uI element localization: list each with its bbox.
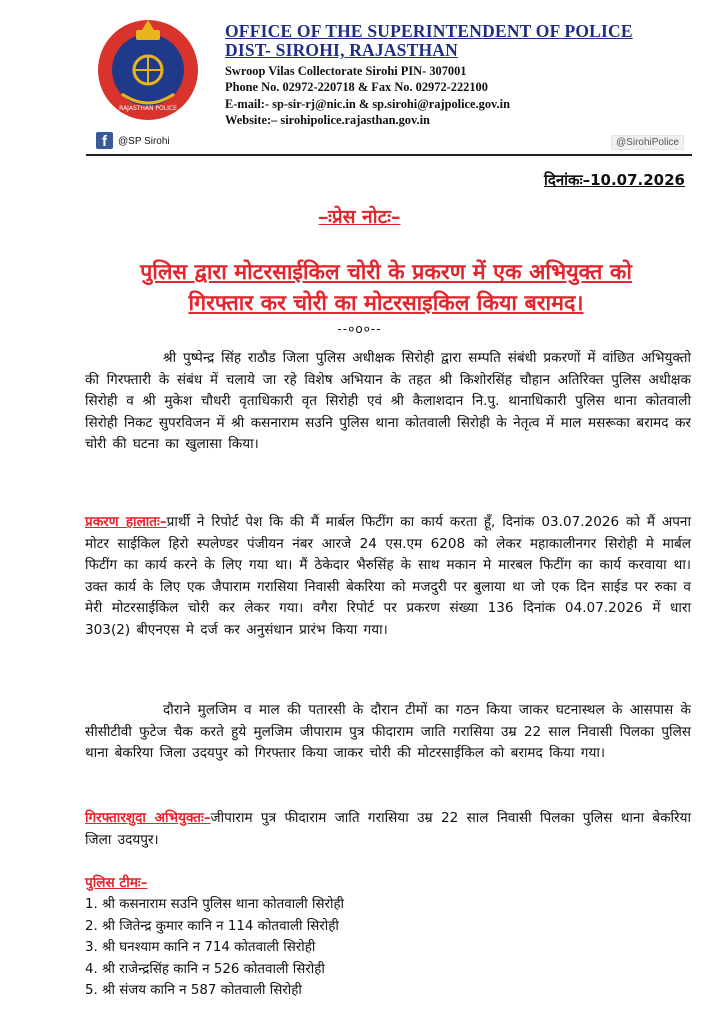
- date: दिनांकः–10.07.2026: [543, 171, 685, 189]
- website-line: Website:– sirohipolice.rajasthan.gov.in: [225, 113, 430, 128]
- headline-line-1: पुलिस द्वारा मोटरसाईकिल चोरी के प्रकरण में एक अभियुक्त को: [140, 260, 632, 285]
- section-divider: --०o०--: [337, 322, 382, 336]
- team-member: 3. श्री घनश्याम कानि न 714 कोतवाली सिरोही: [85, 940, 316, 956]
- case-label: प्रकरण हालातः–: [85, 514, 167, 530]
- team-member: 4. श्री राजेन्द्रसिंह कानि न 526 कोतवाली सिरोही: [85, 961, 325, 977]
- twitter-handle: @SirohiPolice: [611, 135, 684, 150]
- investigation-paragraph: दौराने मुलजिम व माल की पतारसी के दौरान टीमों का गठन किया जाकर घटनास्थल के आसपास के सीसीटीवी फुटेज चैक करते हुये मुलजिम जीपाराम पुत्र फीदाराम जाति गरासिया उम्र 22 साल निवासी पिलका पुलिस थाना बेकरिया जिला उदयपुर को गिरफ्तार किया जाकर चोरी की मोटरसाईकिल को बरामद किया गया।: [85, 702, 691, 762]
- address-line: Swroop Vilas Collectorate Sirohi PIN- 307001: [225, 64, 467, 78]
- office-title: OFFICE OF THE SUPERINTENDENT OF POLICE: [225, 21, 633, 41]
- social-row: [90, 130, 690, 154]
- press-note-title: –ःप्रेस नोटः–: [318, 206, 401, 228]
- accused-label: गिरफ्तारशुदा अभियुक्तः–: [85, 810, 211, 826]
- intro-paragraph: श्री पुष्पेन्द्र सिंह राठौड जिला पुलिस अधीक्षक सिरोही द्वारा सम्पति संबंधी प्रकरणों में वांछित अभियुक्तो की गिरफ्तारी के संबंध में चलाये जा रहे विशेष अभियान के तहत श्री किशोरसिंह चौहान अतिरिक्त पुलिस अधीक्षक सिरोही व श्री मुकेश चौधरी वृताधिकारी वृत सिरोही एवं श्री कैलाशदान नि.पु. थानाधिकारी पुलिस थाना कोतवाली सिरोही निकट सुपरविजन में श्री कसनाराम सउनि पुलिस थाना कोतवाली सिरोही के नेतृत्व में माल मसरूका बरामद कर चोरी की घटना का खुलासा किया।: [85, 350, 691, 453]
- letterhead: [225, 22, 705, 129]
- rajasthan-police-emblem-icon: [92, 12, 204, 124]
- email-line: E-mail:- sp-sir-rj@nic.in & sp.sirohi@rajpolice.gov.in: [225, 96, 510, 111]
- accused-text: जीपाराम पुत्र फीदाराम जाति गरासिया उम्र 22 साल निवासी पिलका पुलिस थाना बेकरिया जिला उदयपुर।: [85, 810, 691, 848]
- police-team-list: [85, 894, 344, 1002]
- svg-text:RAJASTHAN POLICE: RAJASTHAN POLICE: [119, 105, 177, 112]
- team-member: 1. श्री कसनाराम सउनि पुलिस थाना कोतवाली सिरोही: [85, 897, 345, 912]
- team-member: 2. श्री जितेन्द्र कुमार कानि न 114 कोतवाली सिरोही: [85, 918, 339, 934]
- phone-fax-line: Phone No. 02972-220718 & Fax No. 02972-222100: [225, 80, 488, 95]
- facebook-handle: @SP Sirohi: [118, 136, 170, 147]
- facebook-icon: f: [96, 132, 113, 149]
- accused-paragraph: [85, 808, 691, 851]
- headline: [86, 257, 686, 319]
- case-paragraph: [85, 512, 691, 642]
- team-member: 5. श्री संजय कानि न 587 कोतवाली सिरोही: [85, 983, 302, 999]
- police-team-title: पुलिस टीमः–: [85, 875, 148, 891]
- headline-line-2: गिरफ्तार कर चोरी का मोटरसाइकिल किया बरामद।: [188, 291, 584, 316]
- header-divider: [86, 154, 692, 156]
- district-title: DIST- SIROHI, RAJASTHAN: [225, 40, 458, 60]
- case-text: प्रार्थी ने रिपोर्ट पेश कि की मैं मार्बल फिटींग का कार्य करता हूँ, दिनांक 03.07.2026 को मैं अपना मोटर साईकिल हिरो स्पलेण्डर पंजीयन नंबर आरजे 24 एस.एम 6208 को लेकर महाकालीनगर सिरोही मे मार्बल फिटींग का कार्य करने के लिए गया था। मैं ठेकेदार भैरुसिंह के साथ मकान मे मारबल फिटींग का कार्य करवाया था। उक्त कार्य के लिए एक जैपाराम गरासिया निवासी बेकरिया को मजदुरी पर बुलाया था जो एक दिन साईड पर रुका व मेरी मोटरसाईकिल चोरी कर लेकर गया। वगैरा रिपोर्ट पर प्रकरण संख्या 136 दिनांक 04.07.2026 में धारा 303(2) बीएनएस मे दर्ज कर अनुसंधान प्रारंभ किया गया।: [85, 514, 691, 638]
